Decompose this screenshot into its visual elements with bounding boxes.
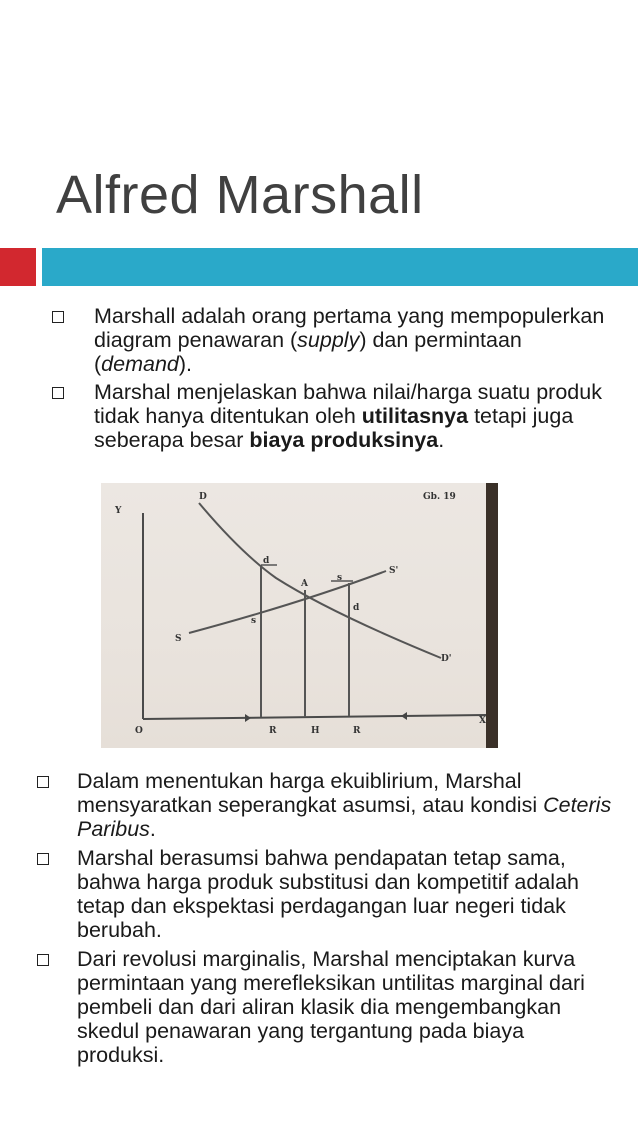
list-item	[77, 947, 617, 1067]
square-bullet-icon	[37, 776, 49, 788]
list-item	[77, 846, 617, 942]
bottom-bullet-list	[77, 769, 617, 1072]
supply-left-label: S	[175, 634, 182, 644]
point-d1-label: d	[263, 556, 270, 566]
supply-demand-diagram-photo	[101, 483, 498, 748]
square-bullet-icon	[52, 311, 64, 323]
x-tick-r1-label: R	[269, 726, 277, 736]
demand-bottom-label: D'	[441, 654, 452, 664]
list-item	[77, 769, 617, 841]
bullet-text: Dari revolusi marginalis, Marshal menciptakan kurva permintaan yang merefleksikan untilitas marginal dari pembeli dan dari aliran klasik dia mengembangkan skedul penawaran yang tergantung pada biaya produksi.	[77, 947, 585, 1067]
bullet-text: Marshall adalah orang pertama yang mempopulerkan diagram penawaran (supply) dan permintaan (demand).	[94, 304, 605, 376]
demand-curve	[199, 503, 441, 658]
bullet-text: Marshal berasumsi bahwa pendapatan tetap sama, bahwa harga produk substitusi dan kompetitif adalah tetap dan ekspektasi perdagangan luar negeri tidak berubah.	[77, 846, 579, 942]
supply-right-label: S'	[389, 566, 399, 576]
point-d2-label: d	[353, 603, 360, 613]
top-bullet-list	[94, 304, 614, 456]
square-bullet-icon	[52, 387, 64, 399]
title-accent-red-bar	[0, 248, 36, 286]
list-item	[94, 380, 614, 452]
title-accent-blue-bar	[42, 248, 638, 286]
equilibrium-point-label: A	[301, 579, 308, 589]
point-s1-label: s	[251, 616, 257, 626]
square-bullet-icon	[37, 853, 49, 865]
supply-demand-diagram	[101, 483, 498, 748]
square-bullet-icon	[37, 954, 49, 966]
y-axis-label: Y	[115, 506, 122, 516]
arrow-right-icon	[245, 714, 251, 722]
demand-top-label: D	[199, 492, 207, 502]
bullet-text: Dalam menentukan harga ekuiblirium, Marshal mensyaratkan seperangkat asumsi, atau kondisi Ceteris Paribus.	[77, 769, 612, 841]
x-tick-r2-label: R	[353, 726, 361, 736]
arrow-left-icon	[401, 712, 407, 720]
x-tick-h-label: H	[311, 726, 320, 736]
supply-curve	[189, 571, 386, 633]
list-item	[94, 304, 614, 376]
photo-edge-shadow	[486, 483, 498, 748]
bullet-text: Marshal menjelaskan bahwa nilai/harga suatu produk tidak hanya ditentukan oleh utilitasnya tetapi juga seberapa besar biaya produksinya.	[94, 380, 602, 452]
origin-label: O	[135, 726, 143, 736]
x-axis-label: X	[479, 716, 486, 726]
point-s2-label: s	[337, 573, 343, 583]
slide-title: Alfred Marshall	[56, 165, 424, 225]
x-axis-line	[143, 715, 486, 719]
figure-caption-tag: Gb. 19	[423, 492, 456, 502]
